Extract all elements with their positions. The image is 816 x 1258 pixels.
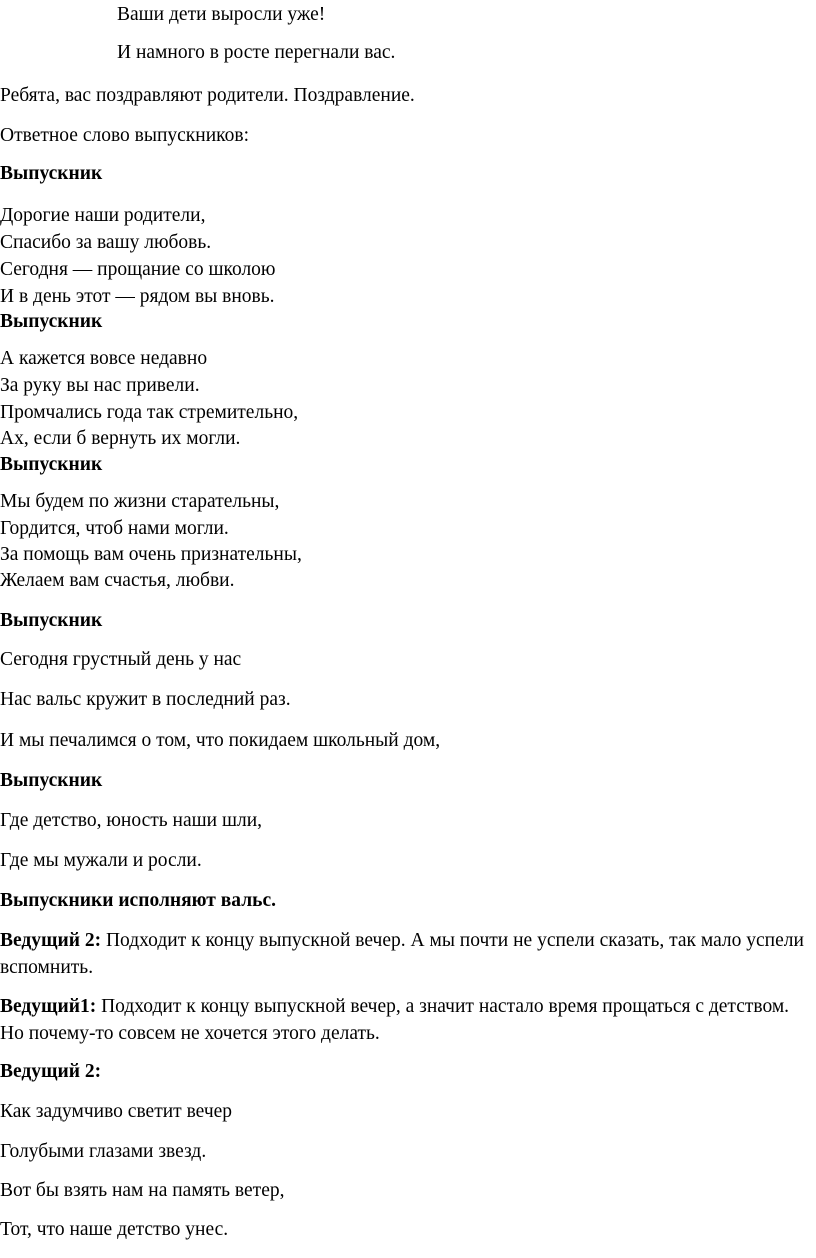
speaker-graduate-4: Выпускник (0, 610, 103, 631)
host1-text: Подходит к концу выпускной вечер, а значит настало время прощаться с детством. Но почему-то совсем не хочется этого делать. (0, 996, 790, 1044)
verse6-line-1: Как задумчиво светит вечер (0, 1101, 233, 1122)
verse3-line-4: Желаем вам счастья, любви. (0, 570, 235, 591)
verse3-line-3: За помощь вам очень признательны, (0, 544, 302, 565)
host1-paragraph (0, 993, 812, 1047)
host2-text: Подходит к концу выпускной вечер. А мы почти не успели сказать, так мало успели вспомнить. (0, 930, 804, 978)
waltz-direction: Выпускники исполняют вальс. (0, 890, 276, 911)
verse4-line-2: Нас вальс кружит в последний раз. (0, 689, 291, 710)
verse1-line-2: Спасибо за вашу любовь. (0, 232, 212, 253)
verse4-line-3: И мы печалимся о том, что покидаем школьный дом, (0, 730, 441, 751)
verse4-line-1: Сегодня грустный день у нас (0, 649, 242, 670)
verse6-line-3: Вот бы взять нам на память ветер, (0, 1180, 285, 1201)
speaker-graduate-2: Выпускник (0, 311, 103, 332)
verse1-line-3: Сегодня — прощание со школою (0, 259, 276, 280)
speaker-graduate-5: Выпускник (0, 770, 103, 791)
verse6-line-2: Голубыми глазами звезд. (0, 1141, 207, 1162)
intro-line-1: Ваши дети выросли уже! (117, 4, 326, 25)
verse1-line-1: Дорогие наши родители, (0, 205, 206, 226)
congrats-line: Ребята, вас поздравляют родители. Поздравление. (0, 85, 415, 106)
verse2-line-4: Ах, если б вернуть их могли. (0, 428, 241, 449)
verse5-line-1: Где детство, юность наши шли, (0, 810, 263, 831)
verse3-line-1: Мы будем по жизни старательны, (0, 491, 280, 512)
host1-label: Ведущий1: (0, 996, 97, 1017)
speaker-graduate-3: Выпускник (0, 454, 103, 475)
verse2-line-2: За руку вы нас привели. (0, 375, 200, 396)
verse6-line-4: Тот, что наше детство унес. (0, 1219, 229, 1240)
intro-line-2: И намного в росте перегнали вас. (117, 42, 396, 63)
verse2-line-1: А кажется вовсе недавно (0, 348, 208, 369)
verse2-line-3: Промчались года так стремительно, (0, 402, 299, 423)
verse5-line-2: Где мы мужали и росли. (0, 850, 202, 871)
host2-label: Ведущий 2: (0, 930, 102, 951)
speaker-graduate-1: Выпускник (0, 163, 103, 184)
response-intro: Ответное слово выпускников: (0, 125, 250, 146)
host2-paragraph (0, 927, 812, 981)
verse1-line-4: И в день этот — рядом вы вновь. (0, 286, 275, 307)
speaker-host2-b: Ведущий 2: (0, 1061, 102, 1082)
verse3-line-2: Гордится, чтоб нами могли. (0, 518, 229, 539)
